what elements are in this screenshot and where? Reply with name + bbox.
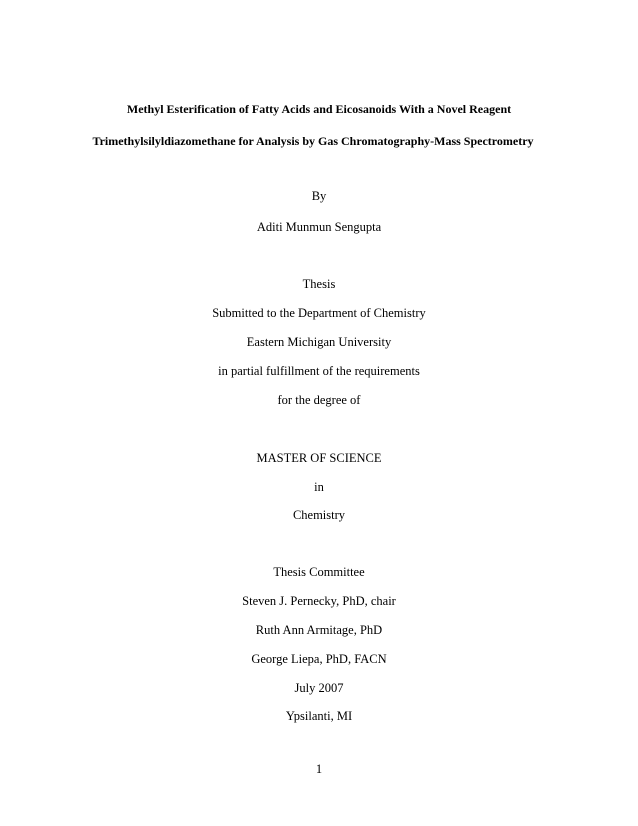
title-line-2: Trimethylsilyldiazomethane for Analysis by Gas Chromatography-Mass Spectrometry — [92, 134, 534, 148]
committee-member: Steven J. Pernecky, PhD, chair — [242, 594, 396, 608]
thesis-location: Ypsilanti, MI — [285, 709, 353, 723]
degree-of: for the degree of — [277, 393, 361, 407]
document-type: Thesis — [302, 277, 336, 291]
thesis-date: July 2007 — [294, 681, 344, 695]
author-name: Aditi Munmun Sengupta — [256, 220, 382, 234]
title-line-1: Methyl Esterification of Fatty Acids and Eicosanoids With a Novel Reagent — [126, 102, 512, 116]
committee-member: Ruth Ann Armitage, PhD — [255, 623, 383, 637]
degree-in: in — [314, 480, 324, 494]
university-name: Eastern Michigan University — [246, 335, 392, 349]
partial-fulfillment: in partial fulfillment of the requirements — [218, 364, 420, 378]
page-number: 1 — [315, 762, 323, 776]
degree-name: MASTER OF SCIENCE — [256, 451, 382, 465]
submission-department: Submitted to the Department of Chemistry — [212, 306, 426, 320]
committee-heading: Thesis Committee — [273, 565, 365, 579]
committee-member: George Liepa, PhD, FACN — [251, 652, 387, 666]
degree-field: Chemistry — [292, 508, 346, 522]
by-label: By — [311, 189, 327, 203]
